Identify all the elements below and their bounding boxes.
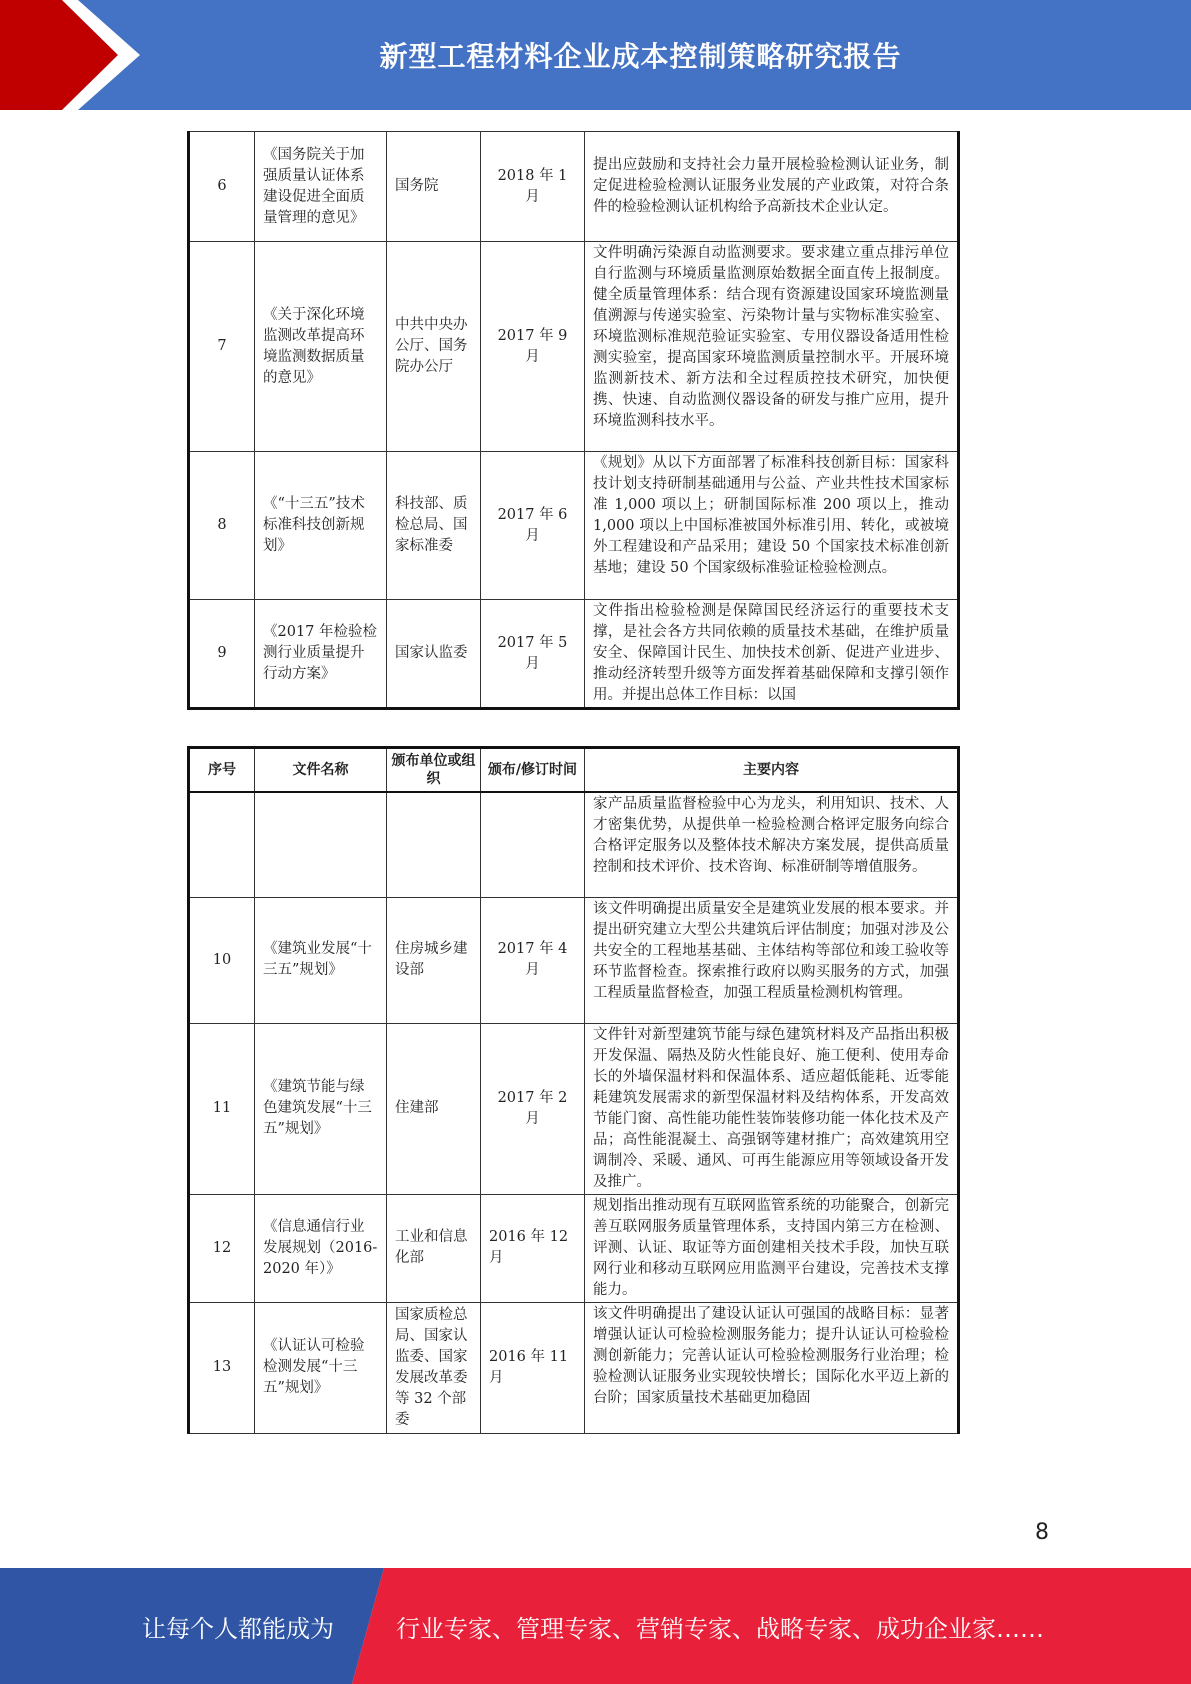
policy-table-continued	[187, 131, 960, 710]
document-name: 《国务院关于加强质量认证体系建设促进全面质量管理的意见》	[255, 132, 387, 242]
issuer: 住房城乡建设部	[387, 897, 481, 1023]
main-content: 文件针对新型建筑节能与绿色建筑材料及产品指出积极开发保温、隔热及防火性能良好、施工便利、使用寿命长的外墙保温材料和保温体系、适应超低能耗、近零能耗建筑发展需求的新型保温材料及结构体系，开发高效节能门窗、高性能功能性装饰装修功能一体化技术及产品；高性能混凝土、高强钢等建材推广；高效建筑用空调制冷、采暖、通风、可再生能源应用等领域设备开发及推广。	[585, 1023, 959, 1194]
row-number: 10	[189, 897, 255, 1023]
header-date: 颁布/修订时间	[481, 748, 585, 793]
issue-date	[481, 792, 585, 897]
table-header-row	[189, 748, 959, 793]
footer-banner	[0, 1568, 1191, 1684]
issue-date: 2017 年 5 月	[481, 600, 585, 709]
document-name: 《认证认可检验检测发展“十三五”规划》	[255, 1302, 387, 1433]
table-row	[189, 1194, 959, 1302]
page-number: 8	[1035, 1520, 1049, 1545]
issue-date: 2016 年 12 月	[481, 1194, 585, 1302]
policy-table	[187, 746, 960, 1434]
header-content: 主要内容	[585, 748, 959, 793]
issuer: 住建部	[387, 1023, 481, 1194]
row-number: 13	[189, 1302, 255, 1433]
table-row	[189, 452, 959, 600]
row-number: 7	[189, 242, 255, 452]
header-issuer: 颁布单位或组织	[387, 748, 481, 793]
main-content: 家产品质量监督检验中心为龙头，利用知识、技术、人才密集优势，从提供单一检验检测合格评定服务向综合合格评定服务以及整体技术解决方案发展，提供高质量控制和技术评价、技术咨询、标准研制等增值服务。	[585, 792, 959, 897]
document-name: 《建筑业发展“十三五”规划》	[255, 897, 387, 1023]
issuer: 国家认监委	[387, 600, 481, 709]
issue-date: 2017 年 2 月	[481, 1023, 585, 1194]
document-title: 新型工程材料企业成本控制策略研究报告	[379, 40, 902, 73]
document-name: 《建筑节能与绿色建筑发展“十三五”规划》	[255, 1023, 387, 1194]
row-number: 12	[189, 1194, 255, 1302]
header-document-name: 文件名称	[255, 748, 387, 793]
issue-date: 2017 年 4 月	[481, 897, 585, 1023]
row-number	[189, 792, 255, 897]
issue-date: 2017 年 6 月	[481, 452, 585, 600]
main-content: 文件明确污染源自动监测要求。要求建立重点排污单位自行监测与环境质量监测原始数据全面直传上报制度。健全质量管理体系：结合现有资源建设国家环境监测量值溯源与传递实验室、污染物计量与实物标准实验室、环境监测标准规范验证实验室、专用仪器设备适用性检测实验室，提高国家环境监测质量控制水平。开展环境监测新技术、新方法和全过程质控技术研究，加快便携、快速、自动监测仪器设备的研发与推广应用，提升环境监测科技水平。	[585, 242, 959, 452]
table-row	[189, 897, 959, 1023]
main-content: 文件指出检验检测是保障国民经济运行的重要技术支撑，是社会各方共同依赖的质量技术基础，在维护质量安全、保障国计民生、加快技术创新、促进产业进步、推动经济转型升级等方面发挥着基础保障和支撑引领作用。并提出总体工作目标：以国	[585, 600, 959, 709]
row-number: 9	[189, 600, 255, 709]
main-content: 该文件明确提出了建设认证认可强国的战略目标：显著增强认证认可检验检测服务能力；提升认证认可检验检测创新能力；完善认证认可检验检测服务行业治理；检验检测认证服务业实现较快增长；国际化水平迈上新的台阶；国家质量技术基础更加稳固	[585, 1302, 959, 1433]
footer-slogan-right: 行业专家、管理专家、营销专家、战略专家、成功企业家……	[396, 1614, 1044, 1643]
document-name: 《信息通信行业发展规划（2016-2020 年）》	[255, 1194, 387, 1302]
row-number: 6	[189, 132, 255, 242]
table-row	[189, 1302, 959, 1433]
main-content: 规划指出推动现有互联网监管系统的功能聚合，创新完善互联网服务质量管理体系，支持国内第三方在检测、评测、认证、取证等方面创建相关技术手段，加快互联网行业和移动互联网应用监测平台建设，完善技术支撑能力。	[585, 1194, 959, 1302]
header-number: 序号	[189, 748, 255, 793]
document-name: 《2017 年检验检测行业质量提升行动方案》	[255, 600, 387, 709]
issuer: 国家质检总局、国家认监委、国家发展改革委等 32 个部委	[387, 1302, 481, 1433]
issue-date: 2016 年 11 月	[481, 1302, 585, 1433]
issuer: 科技部、质检总局、国家标准委	[387, 452, 481, 600]
table-row	[189, 132, 959, 242]
table-row	[189, 600, 959, 709]
table-row	[189, 792, 959, 897]
table-row	[189, 1023, 959, 1194]
issuer: 工业和信息化部	[387, 1194, 481, 1302]
main-content: 提出应鼓励和支持社会力量开展检验检测认证业务，制定促进检验检测认证服务业发展的产业政策，对符合条件的检验检测认证机构给予高新技术企业认定。	[585, 132, 959, 242]
row-number: 11	[189, 1023, 255, 1194]
issuer: 国务院	[387, 132, 481, 242]
document-name: 《“十三五”技术标准科技创新规划》	[255, 452, 387, 600]
main-content: 该文件明确提出质量安全是建筑业发展的根本要求。并提出研究建立大型公共建筑后评估制度；加强对涉及公共安全的工程地基基础、主体结构等部位和竣工验收等环节监督检查。探索推行政府以购买服务的方式，加强工程质量监督检查，加强工程质量检测机构管理。	[585, 897, 959, 1023]
main-content: 《规划》从以下方面部署了标准科技创新目标：国家科技计划支持研制基础通用与公益、产业共性技术国家标准 1,000 项以上；研制国际标准 200 项以上，推动 1,000 项以上中国标准被国外标准引用、转化，或被境外工程建设和产品采用；建设 50 个国家技术标准创新基地；建设 50 个国家级标准验证检验检测点。	[585, 452, 959, 600]
document-name: 《关于深化环境监测改革提高环境监测数据质量的意见》	[255, 242, 387, 452]
issuer: 中共中央办公厅、国务院办公厅	[387, 242, 481, 452]
table-row	[189, 242, 959, 452]
issue-date: 2017 年 9 月	[481, 242, 585, 452]
footer-slogan-left: 让每个人都能成为	[142, 1614, 334, 1643]
header-banner	[0, 0, 1191, 110]
document-name	[255, 792, 387, 897]
issuer	[387, 792, 481, 897]
row-number: 8	[189, 452, 255, 600]
issue-date: 2018 年 1 月	[481, 132, 585, 242]
